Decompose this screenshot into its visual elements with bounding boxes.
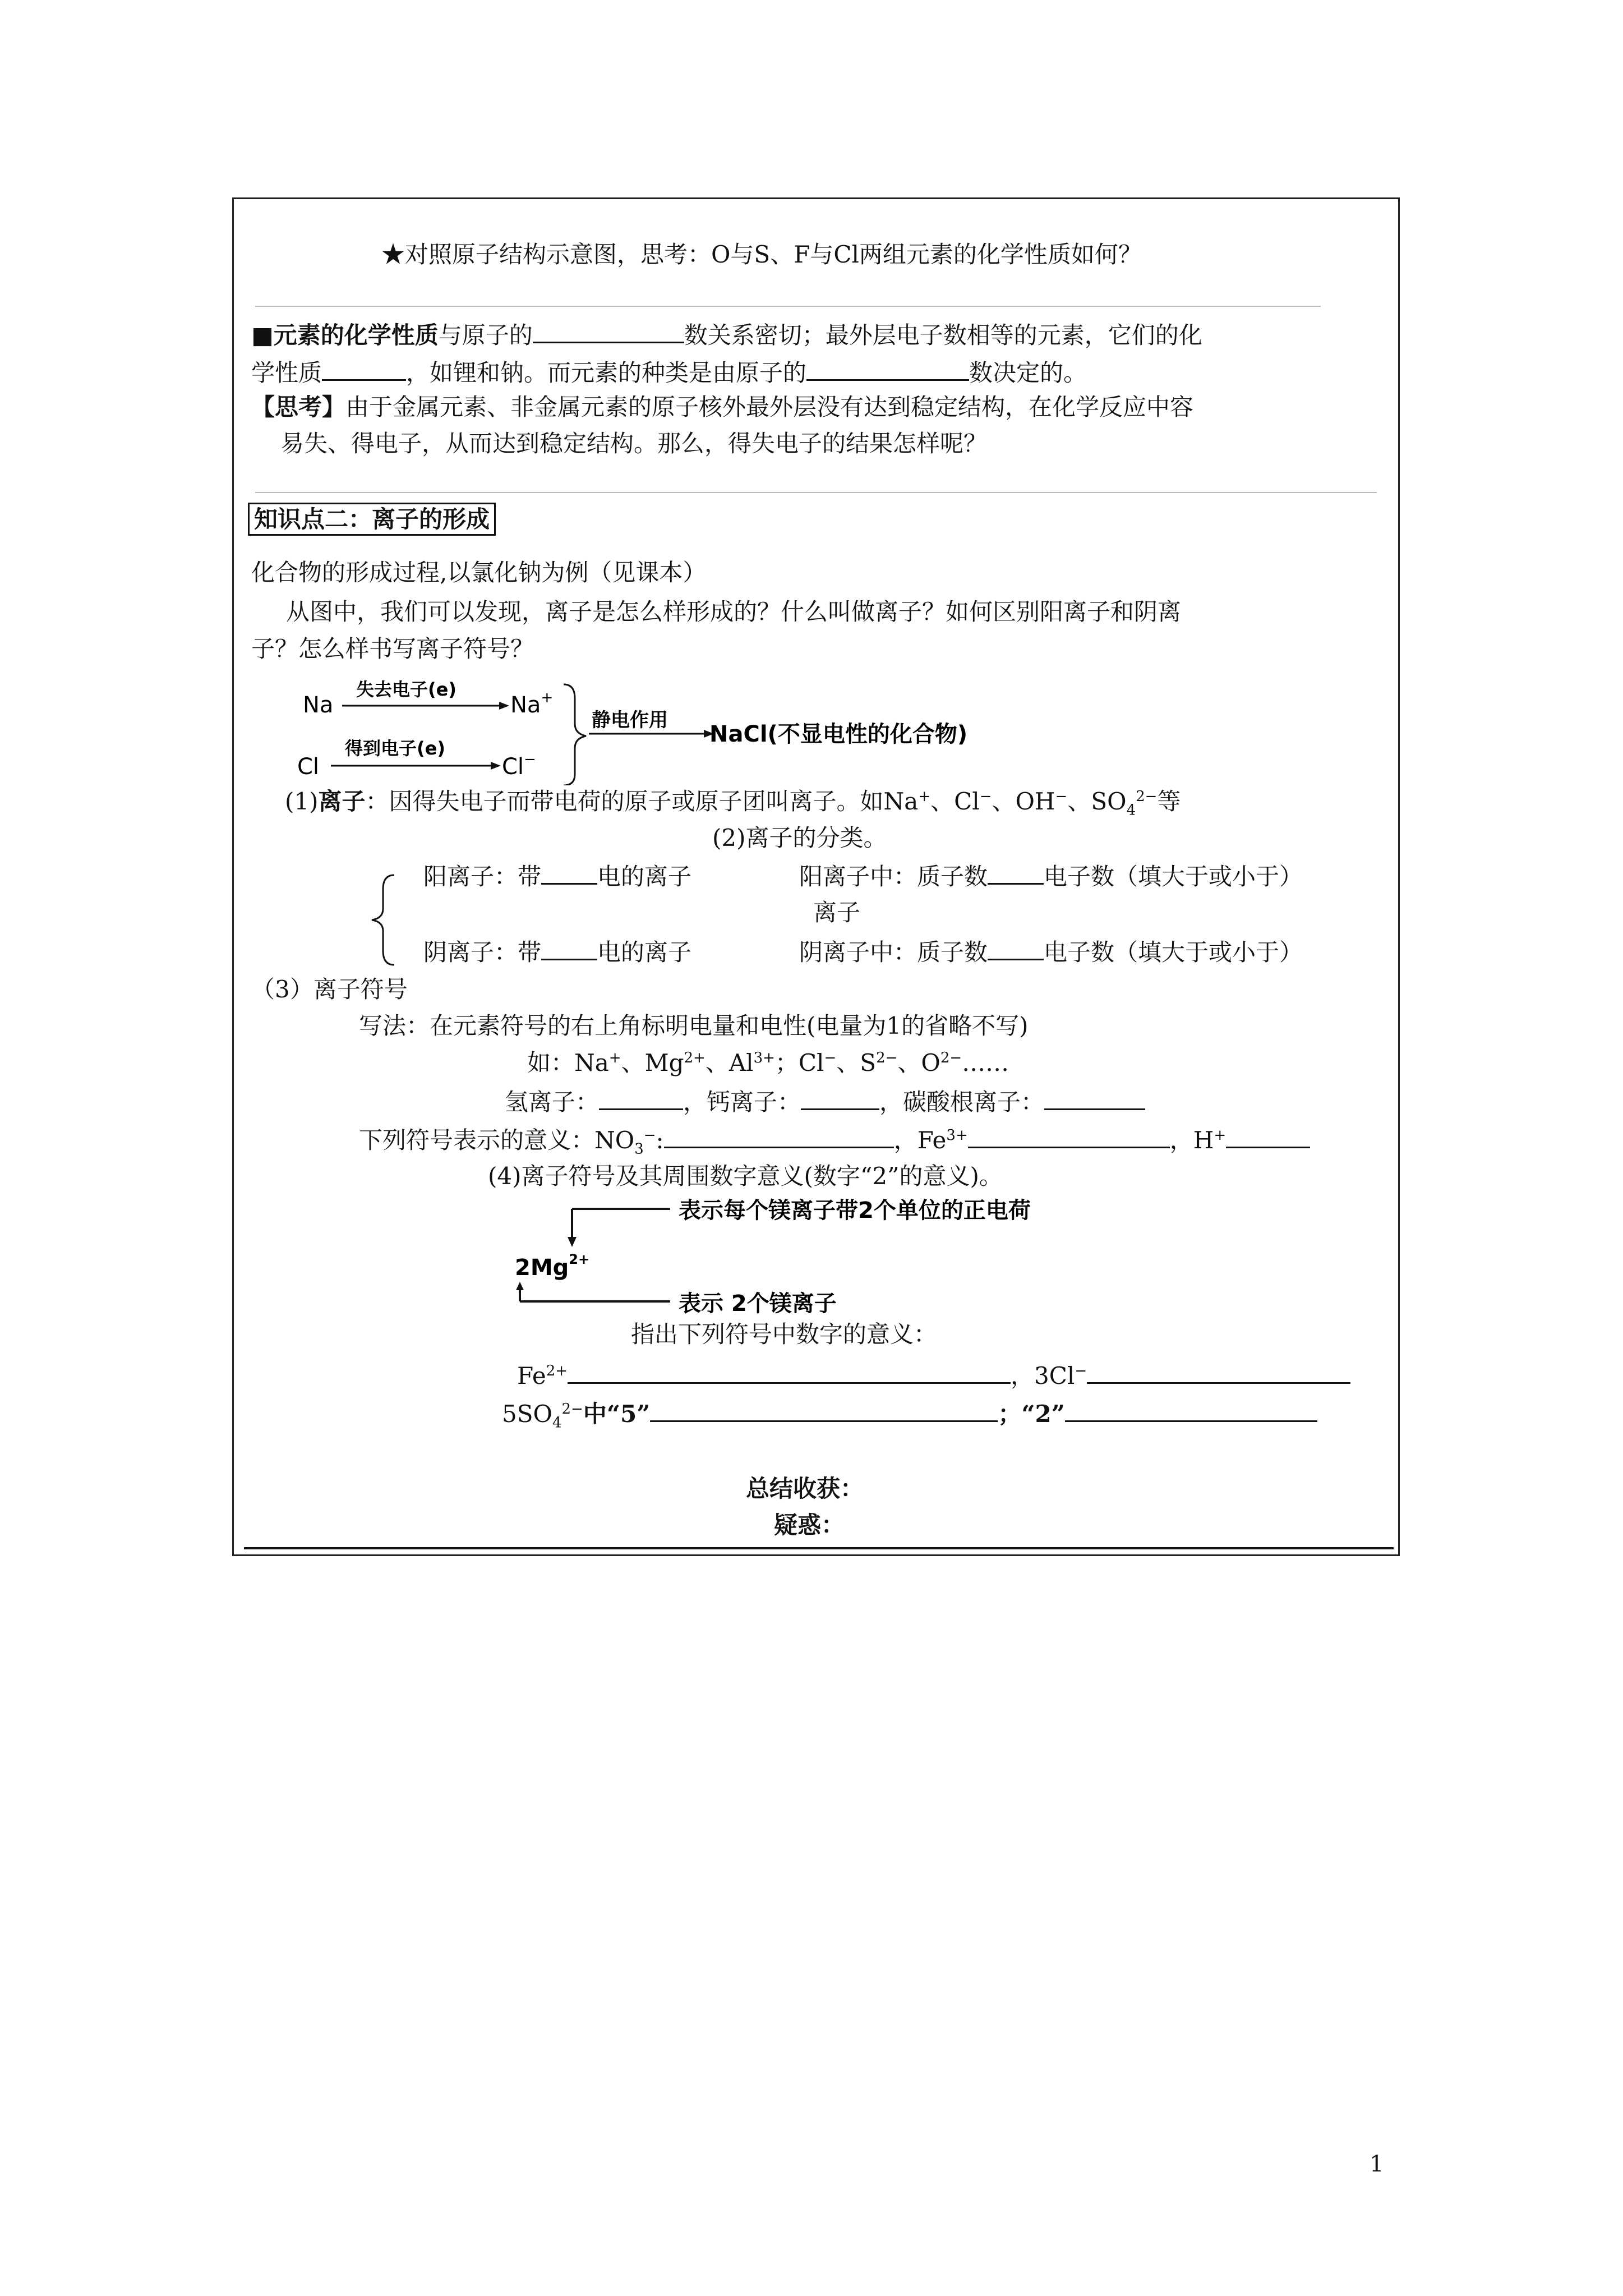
cation-line: 阳离子：带 电的离子 bbox=[423, 858, 691, 893]
mg-number-meaning-diagram bbox=[505, 1192, 1234, 1327]
blank-so4-two-meaning[interactable] bbox=[1065, 1396, 1317, 1422]
blank-cation-compare[interactable] bbox=[988, 858, 1044, 885]
anion-question: 阴离子中：质子数 电子数（填大于或小于） bbox=[799, 934, 1303, 969]
ion-definition: (1)离子：因得失电子而带电荷的原子或原子团叫离子。如Na+、Cl−、OH−、$SO_4^{2-}$等 bbox=[285, 788, 1181, 819]
blank-anion-compare[interactable] bbox=[988, 934, 1044, 960]
square-bullet: ■ bbox=[251, 321, 274, 349]
summary-doubt: 疑惑： bbox=[774, 1511, 845, 1539]
cl-atom: Cl bbox=[297, 754, 320, 780]
think-line-1: 【思考】由于金属元素、非金属元素的原子核外最外层没有达到稳定结构，在化学反应中容 bbox=[251, 393, 1194, 421]
divider bbox=[255, 306, 1321, 307]
count-meaning-note: 表示 2个镁离子 bbox=[679, 1291, 837, 1317]
think-line-2: 易失、得电子，从而达到稳定结构。那么，得失电子的结果怎样呢？ bbox=[280, 430, 988, 457]
blank-no3-meaning[interactable] bbox=[664, 1122, 894, 1148]
blank-fe2-meaning[interactable] bbox=[568, 1358, 1011, 1384]
intro-line-3: 子？怎么样书写离子符号？ bbox=[251, 635, 534, 662]
intro-line-1: 化合物的形成过程,以氯化钠为例（见课本） bbox=[251, 559, 707, 586]
blank-similar[interactable] bbox=[322, 355, 406, 381]
symbol-rule: 写法：在元素符号的右上角标明电量和电性(电量为1的省略不写) bbox=[359, 1012, 1029, 1039]
fill-ion-names: 氢离子： ，钙离子： ，碳酸根离子： bbox=[505, 1084, 1145, 1119]
blank-anion-charge[interactable] bbox=[541, 934, 597, 960]
divider bbox=[255, 492, 1377, 493]
blank-h-meaning[interactable] bbox=[1226, 1122, 1310, 1148]
mg-ion-symbol: $2Mg^{2+}$ bbox=[515, 1251, 590, 1281]
combine-brace bbox=[564, 684, 586, 785]
symbol-meaning-line: 下列符号表示的意义：$NO_3^-$: ，$Fe^{3+}$ ，H+ bbox=[359, 1122, 1310, 1157]
blank-cation-charge[interactable] bbox=[541, 858, 597, 885]
chem-property-line-1: ■元素的化学性质与原子的 数关系密切；最外层电子数相等的元素，它们的化 bbox=[251, 317, 1202, 352]
charge-meaning-note: 表示每个镁离子带2个单位的正电荷 bbox=[679, 1198, 1031, 1223]
electrostatic-label: 静电作用 bbox=[592, 709, 668, 731]
numbers-task: 指出下列符号中数字的意义： bbox=[631, 1320, 938, 1348]
numbers-title: (4)离子符号及其周围数字意义(数字“2”的意义)。 bbox=[488, 1162, 1003, 1190]
cl-ion: Cl− bbox=[502, 751, 536, 780]
think-tag: 【思考】 bbox=[251, 393, 346, 421]
blank-3cl-meaning[interactable] bbox=[1087, 1358, 1350, 1384]
blank-hydrogen-ion[interactable] bbox=[599, 1084, 683, 1110]
blank-proton-number[interactable] bbox=[806, 355, 969, 381]
classification-title: (2)离子的分类。 bbox=[712, 824, 887, 852]
nacl-formation-diagram bbox=[297, 673, 1082, 785]
page-number: 1 bbox=[1370, 2151, 1384, 2177]
classification-brace bbox=[367, 872, 401, 968]
so4-line: $5SO_4^{2-}$中“5” ；“2” bbox=[502, 1396, 1317, 1430]
blank-so4-five-meaning[interactable] bbox=[650, 1396, 998, 1422]
think-star-line: ★对照原子结构示意图，思考：O与S、F与Cl两组元素的化学性质如何？ bbox=[381, 241, 1142, 268]
blank-fe3-meaning[interactable] bbox=[968, 1122, 1170, 1148]
fe2-cl3-line: $Fe^{2+}$ ，3Cl− bbox=[517, 1358, 1350, 1392]
gain-electron-label: 得到电子(e) bbox=[345, 738, 445, 759]
chem-property-line-2: 学性质 ，如锂和钠。而元素的种类是由原子的 数决定的。 bbox=[251, 355, 1087, 389]
anion-line: 阴离子：带 电的离子 bbox=[423, 934, 691, 969]
intro-line-2: 从图中，我们可以发现，离子是怎么样形成的？什么叫做离子？如何区别阳离子和阴离 bbox=[286, 598, 1182, 625]
symbol-title: （3）离子符号 bbox=[251, 976, 408, 1003]
nacl-product: NaCl(不显电性的化合物) bbox=[709, 721, 968, 747]
blank-carbonate-ion[interactable] bbox=[1044, 1084, 1145, 1110]
ion-middle-label: 离子 bbox=[813, 899, 861, 926]
blank-electron-number[interactable] bbox=[533, 317, 684, 343]
chem-property-term: 元素的化学性质 bbox=[273, 321, 439, 349]
lose-electron-label: 失去电子(e) bbox=[356, 679, 457, 700]
summary-gain: 总结收获： bbox=[746, 1475, 864, 1502]
na-ion: Na+ bbox=[510, 689, 554, 718]
cation-question: 阳离子中：质子数 电子数（填大于或小于） bbox=[799, 858, 1303, 893]
blank-calcium-ion[interactable] bbox=[801, 1084, 879, 1110]
bottom-rule bbox=[244, 1547, 1394, 1549]
cl-arrow-head bbox=[491, 762, 501, 770]
na-arrow-head bbox=[499, 702, 509, 710]
na-atom: Na bbox=[303, 692, 334, 718]
section-title: 知识点二：离子的形成 bbox=[248, 503, 496, 536]
symbol-examples: 如：Na+、$Mg^{2+}$、$Al^{3+}$；Cl−、$S^{2-}$、$O^{2-}\dots\dots$ bbox=[527, 1049, 1009, 1076]
